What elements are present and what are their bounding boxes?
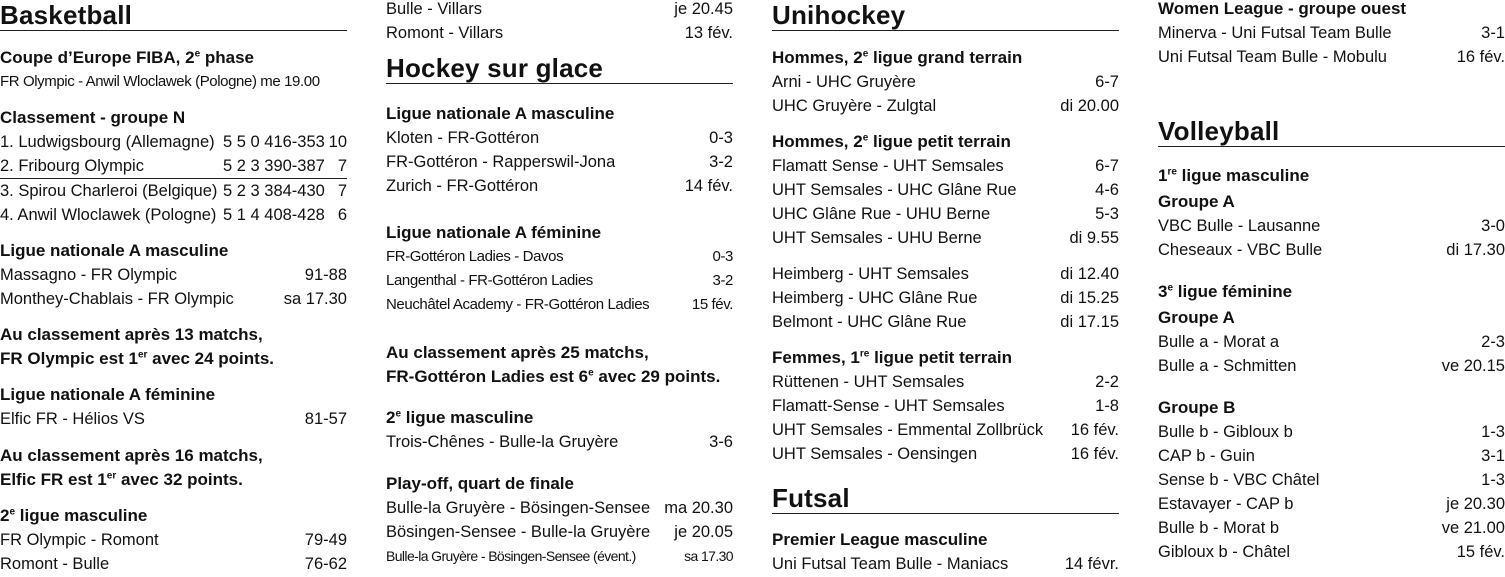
match-row: FR Olympic - Romont 79-49 bbox=[0, 531, 347, 549]
hockey-standing-note: Au classement après 25 matchs, FR-Gottéron Ladies est 6e avec 29 points. bbox=[386, 343, 721, 386]
match-row: Rüttenen - UHT Semsales 2-2 bbox=[772, 373, 1119, 391]
fiba-match-row: FR Olympic - Anwil Wloclawek (Pologne) me 19.00 bbox=[0, 73, 320, 90]
futsal-women-heading: Women League - groupe ouest bbox=[1158, 0, 1407, 18]
match-row: Minerva - Uni Futsal Team Bulle 3-1 bbox=[1158, 24, 1505, 42]
fiba-heading: Coupe d’Europe FIBA, 2e phase bbox=[0, 48, 254, 67]
h2-petit-heading: Hommes, 2e ligue petit terrain bbox=[772, 132, 1011, 151]
standings-row: 3. Spirou Charleroi (Belgique) 5 2 3 384-430 7 bbox=[0, 182, 347, 200]
match-row: Bulle-la Gruyère - Bösingen-Sensee (évent.) sa 17.30 bbox=[386, 548, 733, 564]
lna-f-heading: Ligue nationale A féminine bbox=[0, 385, 216, 404]
lna-f-block bbox=[0, 383, 347, 431]
match-row: Cheseaux - VBC Bulle di 17.30 bbox=[1158, 241, 1505, 259]
column-volleyball bbox=[1158, 0, 1505, 577]
match-row: UHT Semsales - Oensingen 16 fév. bbox=[772, 445, 1119, 463]
match-row: Gibloux b - Châtel 15 fév. bbox=[1158, 543, 1505, 561]
hockey-playoff-heading: Play-off, quart de finale bbox=[386, 474, 574, 493]
volley-groupe-b-heading: Groupe B bbox=[1158, 398, 1236, 417]
match-row: Sense b - VBC Châtel 1-3 bbox=[1158, 471, 1505, 489]
continued-basketball-block bbox=[386, 0, 733, 45]
standings-heading: Classement - groupe N bbox=[0, 108, 186, 127]
match-row: VBC Bulle - Lausanne 3-0 bbox=[1158, 217, 1505, 235]
fiba-block bbox=[0, 46, 347, 94]
match-row: Bulle b - Morat b ve 21.00 bbox=[1158, 519, 1505, 537]
column-unihockey bbox=[772, 0, 1119, 577]
match-row: UHT Semsales - UHU Berne di 9.55 bbox=[772, 229, 1119, 247]
match-row: UHT Semsales - UHC Glâne Rue 4-6 bbox=[772, 181, 1119, 199]
match-row: Flamatt-Sense - UHT Semsales 1-8 bbox=[772, 397, 1119, 415]
futsal-women-block bbox=[1158, 0, 1505, 69]
match-row: Bulle a - Morat a 2-3 bbox=[1158, 333, 1505, 351]
volley-groupe-b-block bbox=[1158, 396, 1505, 564]
match-row: UHC Gruyère - Zulgtal di 20.00 bbox=[772, 97, 1119, 115]
standing-note-2: Au classement après 16 matchs, Elfic FR est 1er avec 32 points. bbox=[0, 446, 263, 489]
match-row: Langenthal - FR-Gottéron Ladies 3-2 bbox=[386, 272, 733, 289]
match-row: Flamatt Sense - UHT Semsales 6-7 bbox=[772, 157, 1119, 175]
hockey-l2-m-heading: 2e ligue masculine bbox=[386, 408, 534, 427]
volley-l1-m-block bbox=[1158, 164, 1505, 262]
match-row: Bulle b - Gibloux b 1-3 bbox=[1158, 423, 1505, 441]
f1-petit-block bbox=[772, 346, 1119, 466]
match-row: Trois-Chênes - Bulle-la Gruyère 3-6 bbox=[386, 433, 733, 451]
match-row: FR-Gottéron - Rapperswil-Jona 3-2 bbox=[386, 153, 733, 171]
match-row: Estavayer - CAP b je 20.30 bbox=[1158, 495, 1505, 513]
futsal-premier-block bbox=[772, 528, 1119, 576]
match-row: Heimberg - UHT Semsales di 12.40 bbox=[772, 265, 1119, 283]
match-row: Uni Futsal Team Bulle - Mobulu 16 fév. bbox=[1158, 48, 1505, 66]
standing-note-1: Au classement après 13 matchs, FR Olympic est 1er avec 24 points. bbox=[0, 325, 275, 368]
column-basketball bbox=[0, 0, 347, 577]
hockey-playoff-block bbox=[386, 472, 733, 568]
section-title-hockey: Hockey sur glace bbox=[386, 53, 733, 84]
match-row: Uni Futsal Team Bulle - Maniacs 14 févr. bbox=[772, 555, 1119, 573]
column-hockey bbox=[386, 0, 733, 577]
match-row: Bulle - Villars je 20.45 bbox=[386, 0, 733, 18]
volley-l3-f-block bbox=[1158, 280, 1505, 378]
volley-l1-m-group: Groupe A bbox=[1158, 192, 1235, 211]
standings-row: 2. Fribourg Olympic 5 2 3 390-387 7 bbox=[0, 154, 347, 179]
l2-m-block bbox=[0, 504, 347, 576]
l2-m-heading: 2e ligue masculine bbox=[0, 506, 148, 525]
volley-l1-m-heading: 1re ligue masculine bbox=[1158, 166, 1310, 185]
lna-m-heading: Ligue nationale A masculine bbox=[0, 241, 229, 260]
h2-grand-heading: Hommes, 2e ligue grand terrain bbox=[772, 48, 1023, 67]
match-row: CAP b - Guin 3-1 bbox=[1158, 447, 1505, 465]
hockey-lna-f-heading: Ligue nationale A féminine bbox=[386, 223, 602, 242]
match-row: Neuchâtel Academy - FR-Gottéron Ladies 15 fév. bbox=[386, 296, 733, 313]
section-title-futsal: Futsal bbox=[772, 483, 1119, 514]
match-row: Romont - Bulle 76-62 bbox=[0, 555, 347, 573]
match-row: Zurich - FR-Gottéron 14 fév. bbox=[386, 177, 733, 195]
futsal-premier-heading: Premier League masculine bbox=[772, 530, 988, 549]
match-row: Romont - Villars 13 fév. bbox=[386, 24, 733, 42]
standings-block bbox=[0, 106, 347, 227]
match-row: UHT Semsales - Emmental Zollbrück 16 fév. bbox=[772, 421, 1119, 439]
section-title-unihockey: Unihockey bbox=[772, 0, 1119, 31]
match-row: Belmont - UHC Glâne Rue di 17.15 bbox=[772, 313, 1119, 331]
hockey-lna-f-block bbox=[386, 221, 733, 317]
match-row: Bulle-la Gruyère - Bösingen-Sensee ma 20.30 bbox=[386, 499, 733, 517]
volley-l3-f-heading: 3e ligue féminine bbox=[1158, 282, 1293, 301]
match-row: Massagno - FR Olympic 91-88 bbox=[0, 266, 347, 284]
match-row: Kloten - FR-Gottéron 0-3 bbox=[386, 129, 733, 147]
f1-petit-heading: Femmes, 1re ligue petit terrain bbox=[772, 348, 1012, 367]
match-row: Elfic FR - Hélios VS 81-57 bbox=[0, 410, 347, 428]
lna-m-block bbox=[0, 239, 347, 311]
match-row: Arni - UHC Gruyère 6-7 bbox=[772, 73, 1119, 91]
h2-petit-block bbox=[772, 130, 1119, 250]
match-row: Bulle a - Schmitten ve 20.15 bbox=[1158, 357, 1505, 375]
h2-grand-block bbox=[772, 46, 1119, 118]
match-row: Bösingen-Sensee - Bulle-la Gruyère je 20.05 bbox=[386, 523, 733, 541]
hockey-l2-m-block bbox=[386, 406, 733, 454]
match-row: UHC Glâne Rue - UHU Berne 5-3 bbox=[772, 205, 1119, 223]
section-title-volleyball: Volleyball bbox=[1158, 116, 1505, 147]
hockey-lna-m-block bbox=[386, 102, 733, 198]
standings-row: 1. Ludwigsbourg (Allemagne) 5 5 0 416-353 10 bbox=[0, 133, 347, 151]
h2-petit-block-2 bbox=[772, 262, 1119, 334]
match-row: FR-Gottéron Ladies - Davos 0-3 bbox=[386, 248, 733, 265]
standings-row: 4. Anwil Wloclawek (Pologne) 5 1 4 408-428 6 bbox=[0, 206, 347, 224]
volley-l3-f-group: Groupe A bbox=[1158, 308, 1235, 327]
match-row: Heimberg - UHC Glâne Rue di 15.25 bbox=[772, 289, 1119, 307]
hockey-lna-m-heading: Ligue nationale A masculine bbox=[386, 104, 615, 123]
section-title-basketball: Basketball bbox=[0, 0, 347, 31]
match-row: Monthey-Chablais - FR Olympic sa 17.30 bbox=[0, 290, 347, 308]
